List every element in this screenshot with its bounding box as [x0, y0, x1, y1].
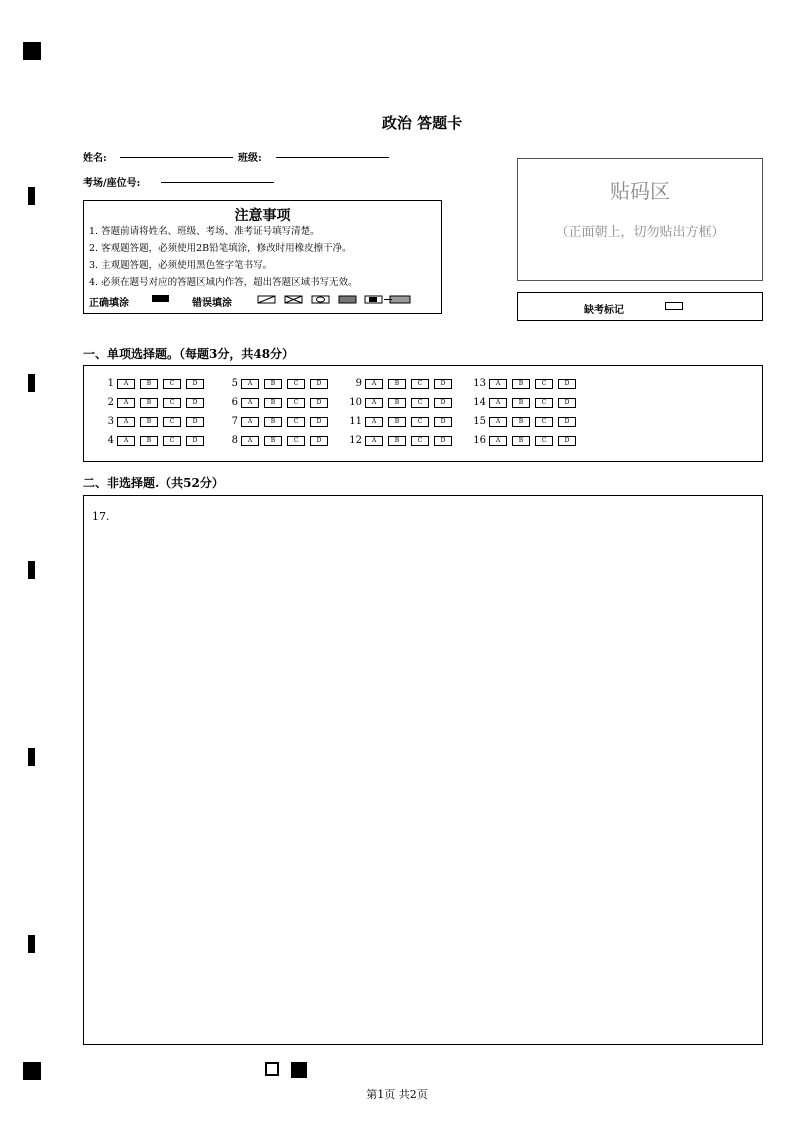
mc-question-number: 11 [349, 416, 362, 427]
mc-option-bubble[interactable]: D [558, 379, 576, 389]
answer-area-17[interactable] [83, 495, 763, 1045]
mc-question-number: 16 [473, 435, 486, 446]
mc-option-bubble[interactable]: C [411, 398, 429, 408]
notice-item: 2. 客观题答题，必须使用2B铅笔填涂，修改时用橡皮擦干净。 [89, 243, 352, 254]
mc-question-number: 15 [473, 416, 486, 427]
mc-option-bubble[interactable]: D [310, 398, 328, 408]
mc-option-bubble[interactable]: D [558, 436, 576, 446]
mc-option-bubble[interactable]: A [241, 398, 259, 408]
class-label: 班级: [238, 153, 262, 164]
mc-question [220, 378, 333, 390]
mc-question-number: 12 [349, 435, 362, 446]
mc-option-bubble[interactable]: C [287, 436, 305, 446]
mc-question [344, 378, 457, 390]
wrong-sample-half [339, 296, 356, 303]
mc-option-bubble[interactable]: A [489, 379, 507, 389]
mc-option-bubble[interactable]: A [117, 417, 135, 427]
mc-option-bubble[interactable]: B [388, 379, 406, 389]
mc-option-bubble[interactable]: A [489, 436, 507, 446]
name-label: 姓名: [83, 153, 107, 164]
mc-option-bubble[interactable]: D [186, 379, 204, 389]
mc-option-bubble[interactable]: B [512, 379, 530, 389]
mc-option-bubble[interactable]: C [535, 436, 553, 446]
mc-question [468, 416, 581, 428]
mc-option-bubble[interactable]: B [512, 436, 530, 446]
mc-option-bubble[interactable]: D [186, 436, 204, 446]
mc-option-bubble[interactable]: C [411, 436, 429, 446]
barcode-sticker-area [517, 158, 763, 281]
absent-mark-box [517, 292, 763, 321]
mc-question-number: 3 [107, 416, 114, 427]
mc-option-bubble[interactable]: A [241, 417, 259, 427]
mc-option-bubble[interactable]: A [489, 398, 507, 408]
mc-option-bubble[interactable]: C [163, 398, 181, 408]
mc-question [96, 435, 209, 447]
section1-title: 一、单项选择题。（每题3分，共48分） [83, 347, 295, 361]
mc-option-bubble[interactable]: C [535, 379, 553, 389]
corner-mark-bottom-left [23, 1062, 41, 1080]
timing-mark [28, 561, 35, 579]
multiple-choice-area [83, 365, 763, 462]
page-mark-hollow [265, 1062, 279, 1076]
mc-option-bubble[interactable]: B [388, 398, 406, 408]
page-footer: 第1页 共2页 [366, 1088, 428, 1101]
mc-question [344, 416, 457, 428]
correct-fill-label: 正确填涂 [89, 298, 129, 309]
mc-option-bubble[interactable]: D [186, 417, 204, 427]
question-17-label: 17. [92, 510, 110, 523]
mc-option-bubble[interactable]: D [434, 436, 452, 446]
mc-question [468, 397, 581, 409]
mc-option-bubble[interactable]: B [388, 436, 406, 446]
name-field[interactable] [120, 157, 233, 158]
mc-option-bubble[interactable]: C [411, 417, 429, 427]
mc-option-bubble[interactable]: D [186, 398, 204, 408]
mc-question-number: 4 [107, 435, 114, 446]
mc-option-bubble[interactable]: A [365, 436, 383, 446]
wrong-sample-dot-fill [369, 297, 377, 302]
mc-question [468, 435, 581, 447]
absent-mark-label: 缺考标记 [584, 305, 624, 316]
mc-question [220, 435, 333, 447]
mc-question [344, 435, 457, 447]
mc-option-bubble[interactable]: C [163, 379, 181, 389]
mc-option-bubble[interactable]: A [365, 417, 383, 427]
notice-item: 3. 主观题答题，必须使用黑色签字笔书写。 [89, 260, 273, 271]
mc-option-bubble[interactable]: D [310, 436, 328, 446]
mc-option-bubble[interactable]: B [140, 436, 158, 446]
mc-question [468, 378, 581, 390]
mc-option-bubble[interactable]: C [411, 379, 429, 389]
sticker-title: 贴码区 [610, 179, 670, 203]
mc-option-bubble[interactable]: D [310, 417, 328, 427]
mc-option-bubble[interactable]: C [163, 436, 181, 446]
mc-option-bubble[interactable]: B [264, 379, 282, 389]
mc-option-bubble[interactable]: A [117, 379, 135, 389]
mc-question-number: 14 [473, 397, 486, 408]
mc-question [96, 416, 209, 428]
mc-option-bubble[interactable]: A [117, 398, 135, 408]
seat-label: 考场/座位号: [83, 178, 141, 189]
mc-option-bubble[interactable]: A [365, 379, 383, 389]
mc-option-bubble[interactable]: B [512, 398, 530, 408]
timing-mark [28, 748, 35, 766]
mc-option-bubble[interactable]: D [434, 417, 452, 427]
mc-option-bubble[interactable]: D [434, 398, 452, 408]
mc-question [344, 397, 457, 409]
mc-option-bubble[interactable]: A [117, 436, 135, 446]
page-mark-filled [291, 1062, 307, 1078]
mc-question-number: 1 [107, 378, 114, 389]
mc-option-bubble[interactable]: B [140, 398, 158, 408]
sticker-subtitle: （正面朝上，切勿贴出方框） [555, 225, 725, 240]
mc-option-bubble[interactable]: C [163, 417, 181, 427]
notice-heading: 注意事项 [234, 208, 291, 224]
mc-question-number: 13 [473, 378, 486, 389]
mc-option-bubble[interactable]: A [489, 417, 507, 427]
seat-field[interactable] [161, 182, 274, 183]
mc-option-bubble[interactable]: B [140, 379, 158, 389]
mc-question-number: 6 [231, 397, 238, 408]
wrong-sample-arrow [390, 296, 410, 303]
mc-option-bubble[interactable]: A [365, 398, 383, 408]
mc-option-bubble[interactable]: B [388, 417, 406, 427]
mc-question-number: 8 [231, 435, 238, 446]
mc-option-bubble[interactable]: B [264, 417, 282, 427]
wrong-sample-circle-ellipse [317, 297, 325, 302]
wrong-fill-label: 错误填涂 [192, 298, 232, 309]
mc-option-bubble[interactable]: D [558, 417, 576, 427]
mc-option-bubble[interactable]: D [434, 379, 452, 389]
section2-title: 二、非选择题.（共52分） [83, 476, 224, 490]
wrong-sample-slash-line [258, 296, 275, 303]
absent-mark-checkbox[interactable] [665, 302, 683, 310]
notice-item: 4. 必须在题号对应的答题区域内作答，超出答题区域书写无效。 [89, 277, 358, 288]
mc-question-number: 2 [107, 397, 114, 408]
mc-option-bubble[interactable]: C [535, 417, 553, 427]
mc-option-bubble[interactable]: A [241, 379, 259, 389]
mc-option-bubble[interactable]: D [310, 379, 328, 389]
mc-option-bubble[interactable]: B [512, 417, 530, 427]
notice-item: 1. 答题前请将姓名、班级、考场、准考证号填写清楚。 [89, 226, 320, 237]
mc-option-bubble[interactable]: C [287, 417, 305, 427]
timing-mark [28, 374, 35, 392]
wrong-fill-samples [257, 294, 417, 306]
mc-question [220, 397, 333, 409]
mc-option-bubble[interactable]: A [241, 436, 259, 446]
mc-question [96, 397, 209, 409]
page-title: 政治 答题卡 [381, 114, 463, 132]
mc-question-number: 10 [349, 397, 362, 408]
mc-option-bubble[interactable]: B [264, 398, 282, 408]
mc-option-bubble[interactable]: B [140, 417, 158, 427]
mc-question [96, 378, 209, 390]
mc-option-bubble[interactable]: C [287, 398, 305, 408]
mc-option-bubble[interactable]: C [535, 398, 553, 408]
mc-question-number: 7 [231, 416, 238, 427]
mc-option-bubble[interactable]: D [558, 398, 576, 408]
class-field[interactable] [276, 157, 389, 158]
correct-fill-sample [152, 295, 169, 302]
timing-mark [28, 935, 35, 953]
corner-mark-top-left [23, 42, 41, 60]
mc-option-bubble[interactable]: B [264, 436, 282, 446]
mc-option-bubble[interactable]: C [287, 379, 305, 389]
mc-question [220, 416, 333, 428]
timing-mark [28, 187, 35, 205]
mc-question-number: 5 [231, 378, 238, 389]
mc-question-number: 9 [355, 378, 362, 389]
